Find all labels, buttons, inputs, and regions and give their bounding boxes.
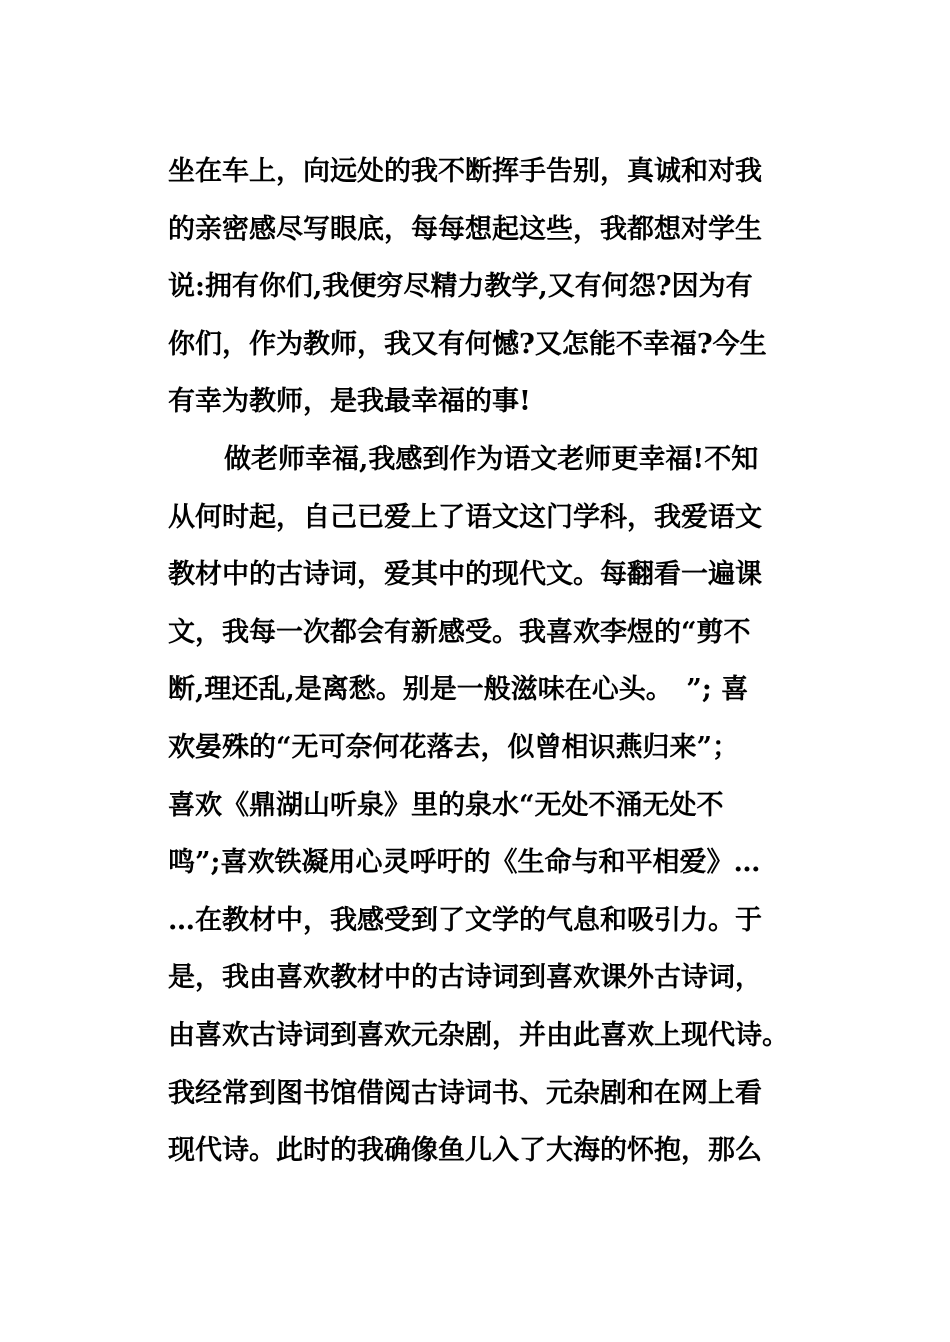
text-line: 教材中的古诗词，爱其中的现代文。每翻看一遍课 — [168, 559, 762, 591]
text-line: 从何时起，自己已爱上了语文这门学科，我爱语文 — [168, 501, 762, 533]
text-line: 的亲密感尽写眼底，每每想起这些，我都想对学生 — [168, 213, 762, 245]
text-line: …在教材中，我感受到了文学的气息和吸引力。于 — [168, 904, 762, 936]
paragraph-2 — [168, 431, 848, 1180]
text-line: 欢晏殊的“无可奈何花落去，似曾相识燕归来”； — [168, 731, 740, 763]
text-line: 是，我由喜欢教材中的古诗词到喜欢课外古诗词， — [168, 962, 762, 994]
text-line: 做老师幸福,我感到作为语文老师更幸福!不知 — [224, 443, 759, 475]
text-line: 有幸为教师，是我最幸福的事! — [168, 386, 531, 418]
text-line: 文，我每一次都会有新感受。我喜欢李煜的“剪不 — [168, 616, 751, 648]
text-line: 说:拥有你们,我便穷尽精力教学,又有何怨?因为有 — [168, 271, 753, 303]
text-line: 断,理还乱,是离愁。别是一般滋味在心头。 ”; 喜 — [168, 674, 749, 706]
paragraph-1 — [168, 143, 848, 431]
document-body — [168, 143, 848, 1180]
text-line: 喜欢《鼎湖山听泉》里的泉水“无处不涌无处不 — [168, 789, 724, 821]
text-line: 我经常到图书馆借阅古诗词书、元杂剧和在网上看 — [168, 1077, 762, 1109]
text-line: 坐在车上，向远处的我不断挥手告别，真诚和对我 — [168, 156, 762, 187]
text-line: 现代诗。此时的我确像鱼儿入了大海的怀抱，那么 — [168, 1135, 762, 1167]
text-line: 鸣”;喜欢铁凝用心灵呼吁的《生命与和平相爱》… — [168, 847, 761, 879]
text-line: 由喜欢古诗词到喜欢元杂剧，并由此喜欢上现代诗。 — [168, 1019, 789, 1051]
text-line: 你们，作为教师，我又有何憾?又怎能不幸福?今生 — [168, 328, 767, 360]
